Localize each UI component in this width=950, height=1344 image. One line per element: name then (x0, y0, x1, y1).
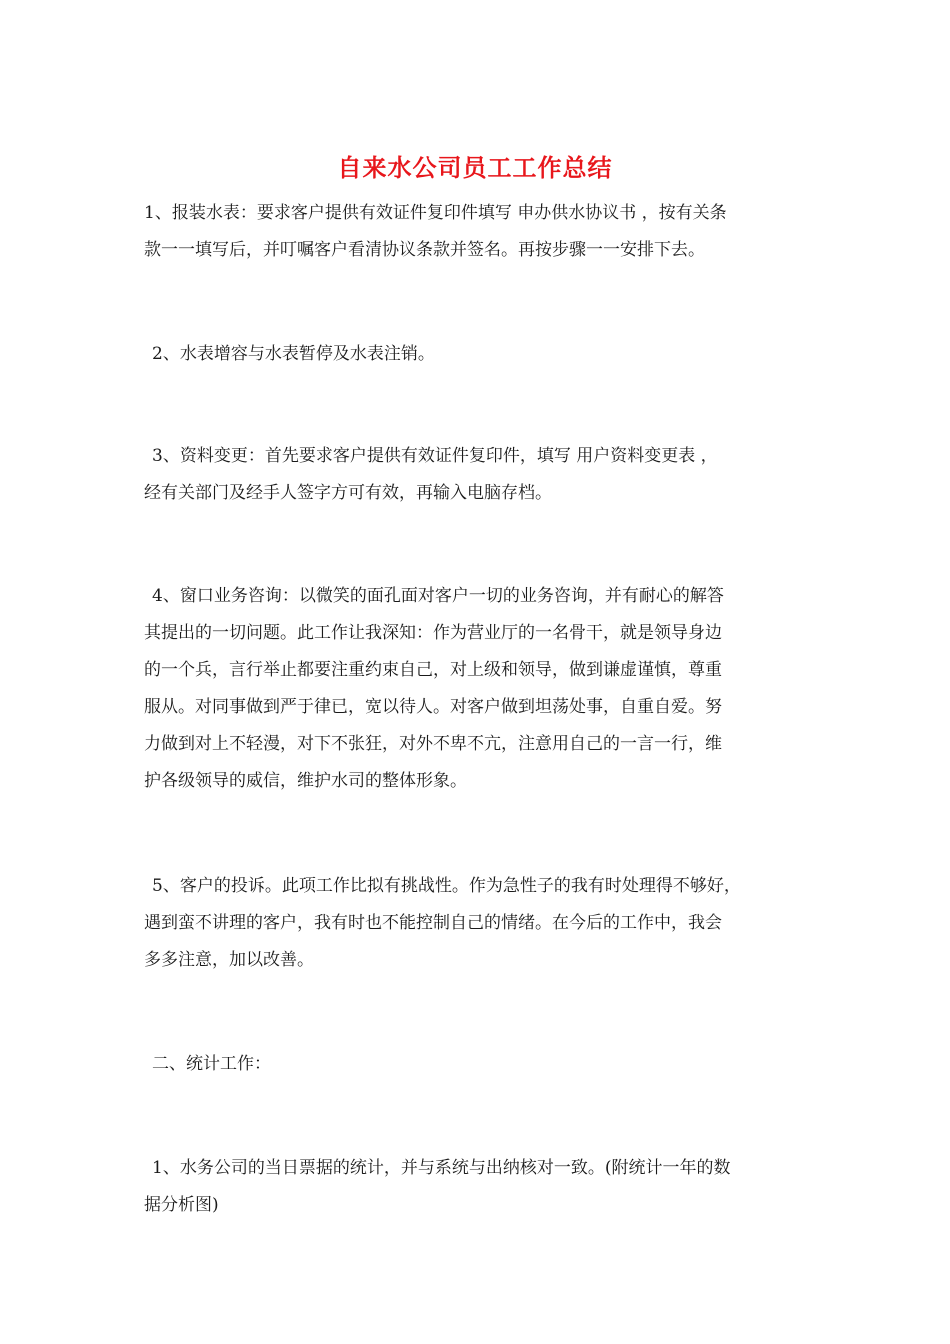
paragraph-line: 的一个兵，言行举止都要注重约束自己，对上级和领导，做到谦虚谨慎，尊重 (144, 660, 722, 680)
paragraph-line: 多多注意，加以改善。 (144, 950, 314, 970)
paragraph-7 (144, 1150, 814, 1224)
paragraph-line: 力做到对上不轻漫，对下不张狂，对外不卑不亢，注意用自己的一言一行，维 (144, 734, 722, 754)
paragraph-line: 款一一填写后，并叮嘱客户看清协议条款并签名。再按步骤一一安排下去。 (144, 240, 705, 260)
paragraph-line: 4、窗口业务咨询：以微笑的面孔面对客户一切的业务咨询，并有耐心的解答 (152, 586, 724, 606)
paragraph-2 (152, 336, 814, 373)
paragraph-3 (144, 438, 814, 512)
paragraph-line: 护各级领导的威信，维护水司的整体形象。 (144, 771, 467, 791)
paragraph-line: 遇到蛮不讲理的客户，我有时也不能控制自己的情绪。在今后的工作中，我会 (144, 913, 722, 933)
paragraph-line: 2、水表增容与水表暂停及水表注销。 (152, 344, 435, 364)
paragraph-1 (144, 195, 814, 269)
paragraph-line: 二、统计工作： (152, 1054, 271, 1074)
paragraph-line: 其提出的一切问题。此工作让我深知：作为营业厅的一名骨干，就是领导身边 (144, 623, 722, 643)
paragraph-4 (144, 578, 814, 800)
paragraph-line: 1、报装水表：要求客户提供有效证件复印件填写 申办供水协议书 ，按有关条 (144, 203, 727, 223)
paragraph-line: 3、资料变更：首先要求客户提供有效证件复印件，填写 用户资料变更表 ， (152, 446, 718, 466)
paragraph-line: 5、客户的投诉。此项工作比拟有挑战性。作为急性子的我有时处理得不够好， (152, 876, 741, 896)
paragraph-line: 1、水务公司的当日票据的统计，并与系统与出纳核对一致。(附统计一年的数 (152, 1158, 731, 1178)
paragraph-line: 据分析图) (144, 1195, 219, 1215)
document-title: 自来水公司员工工作总结 (337, 153, 613, 182)
section-heading-statistics (152, 1046, 814, 1083)
paragraph-5 (144, 868, 814, 979)
paragraph-line: 经有关部门及经手人签字方可有效，再输入电脑存档。 (144, 483, 552, 503)
paragraph-line: 服从。对同事做到严于律已，宽以待人。对客户做到坦荡处事，自重自爱。努 (144, 697, 722, 717)
